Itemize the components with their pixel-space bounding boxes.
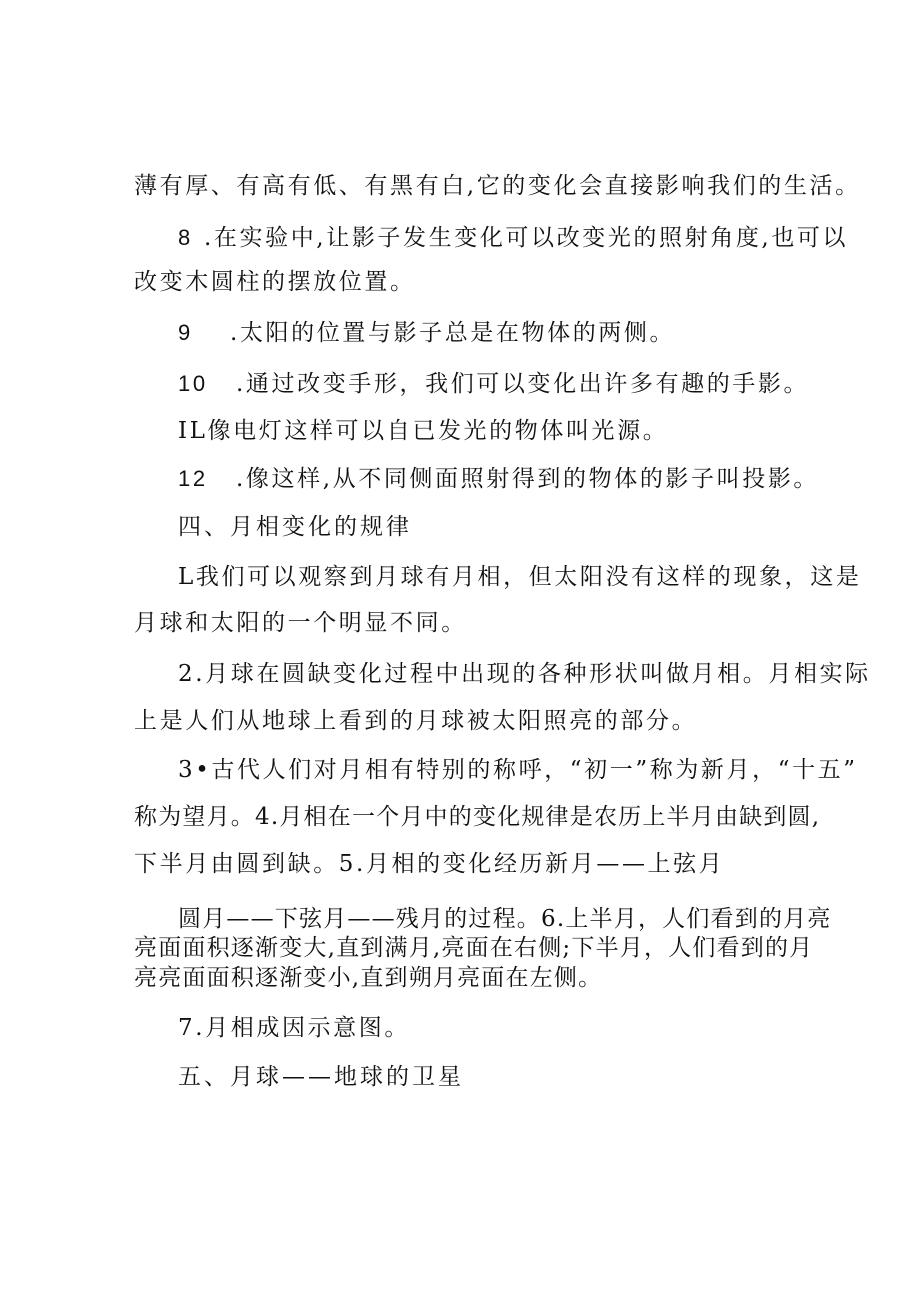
list-item-text: IL像电灯这样可以自已发光的物体叫光源。 <box>178 418 669 444</box>
section-heading-moon-phases <box>178 512 412 542</box>
paragraph-line-1 <box>134 171 861 201</box>
paragraph-line-10 <box>178 904 832 934</box>
list-item-11 <box>178 416 668 446</box>
list-item-8 <box>178 223 848 253</box>
list-item-text: .像这样,从不同侧面照射得到的物体的影子叫投影。 <box>236 466 820 492</box>
paragraph-line-4 <box>134 608 467 638</box>
line-text: 称为望月。4.月相在一个月中的变化规律是农历上半月由缺到圆, <box>134 804 821 830</box>
section-heading-moon-satellite <box>178 1062 464 1092</box>
list-item-9 <box>178 318 675 348</box>
paragraph-line-13 <box>178 1013 410 1043</box>
list-number: 12 <box>178 466 208 491</box>
line-text: 下半月由圆到缺。5.月相的变化经历新月——上弦月 <box>134 851 725 877</box>
list-item-text: .通过改变手形，我们可以变化出许多有趣的手影。 <box>236 371 810 397</box>
line-text: 亮面面积逐渐变大,直到满月,亮面在右侧;下半月，人们看到的月 <box>134 935 814 961</box>
heading-text: 四、月相变化的规律 <box>178 514 412 540</box>
line-text: 2.月球在圆缺变化过程中出现的各种形状叫做月相。月相实际 <box>178 661 871 687</box>
heading-text: 五、月球——地球的卫星 <box>178 1064 464 1090</box>
line-text: 薄有厚、有高有低、有黑有白,它的变化会直接影响我们的生活。 <box>134 173 861 199</box>
paragraph-line-2 <box>134 267 416 297</box>
paragraph-line-7 <box>178 755 858 785</box>
line-text: 月球和太阳的一个明显不同。 <box>134 610 467 636</box>
line-text: 亮亮面面积逐渐变小,直到朔月亮面在左侧。 <box>134 965 603 991</box>
paragraph-line-11 <box>134 933 813 963</box>
line-text: 7.月相成因示意图。 <box>178 1015 410 1041</box>
line-text: L我们可以观察到月球有月相，但太阳没有这样的现象，这是 <box>178 564 862 590</box>
list-item-text: .在实验中,让影子发生变化可以改变光的照射角度,也可以 <box>204 225 849 251</box>
line-text: 3•古代人们对月相有特别的称呼，“初一”称为新月，“十五” <box>178 757 858 783</box>
list-item-text: .太阳的位置与影子总是在物体的两侧。 <box>230 320 676 346</box>
list-item-10 <box>178 369 809 399</box>
paragraph-line-5 <box>178 659 871 689</box>
paragraph-line-8 <box>134 802 820 832</box>
paragraph-line-9 <box>134 849 724 879</box>
list-number: 9 <box>178 320 193 345</box>
line-text: 上是人们从地球上看到的月球被太阳照亮的部分。 <box>134 708 698 734</box>
list-number: 10 <box>178 371 208 396</box>
paragraph-line-3 <box>178 562 861 592</box>
line-text: 圆月——下弦月——残月的过程。6.上半月，人们看到的月亮 <box>178 906 832 932</box>
list-number: 8 <box>178 225 193 250</box>
line-text: 改变木圆柱的摆放位置。 <box>134 269 416 295</box>
paragraph-line-12 <box>134 963 602 993</box>
list-item-12 <box>178 464 819 494</box>
paragraph-line-6 <box>134 706 697 736</box>
